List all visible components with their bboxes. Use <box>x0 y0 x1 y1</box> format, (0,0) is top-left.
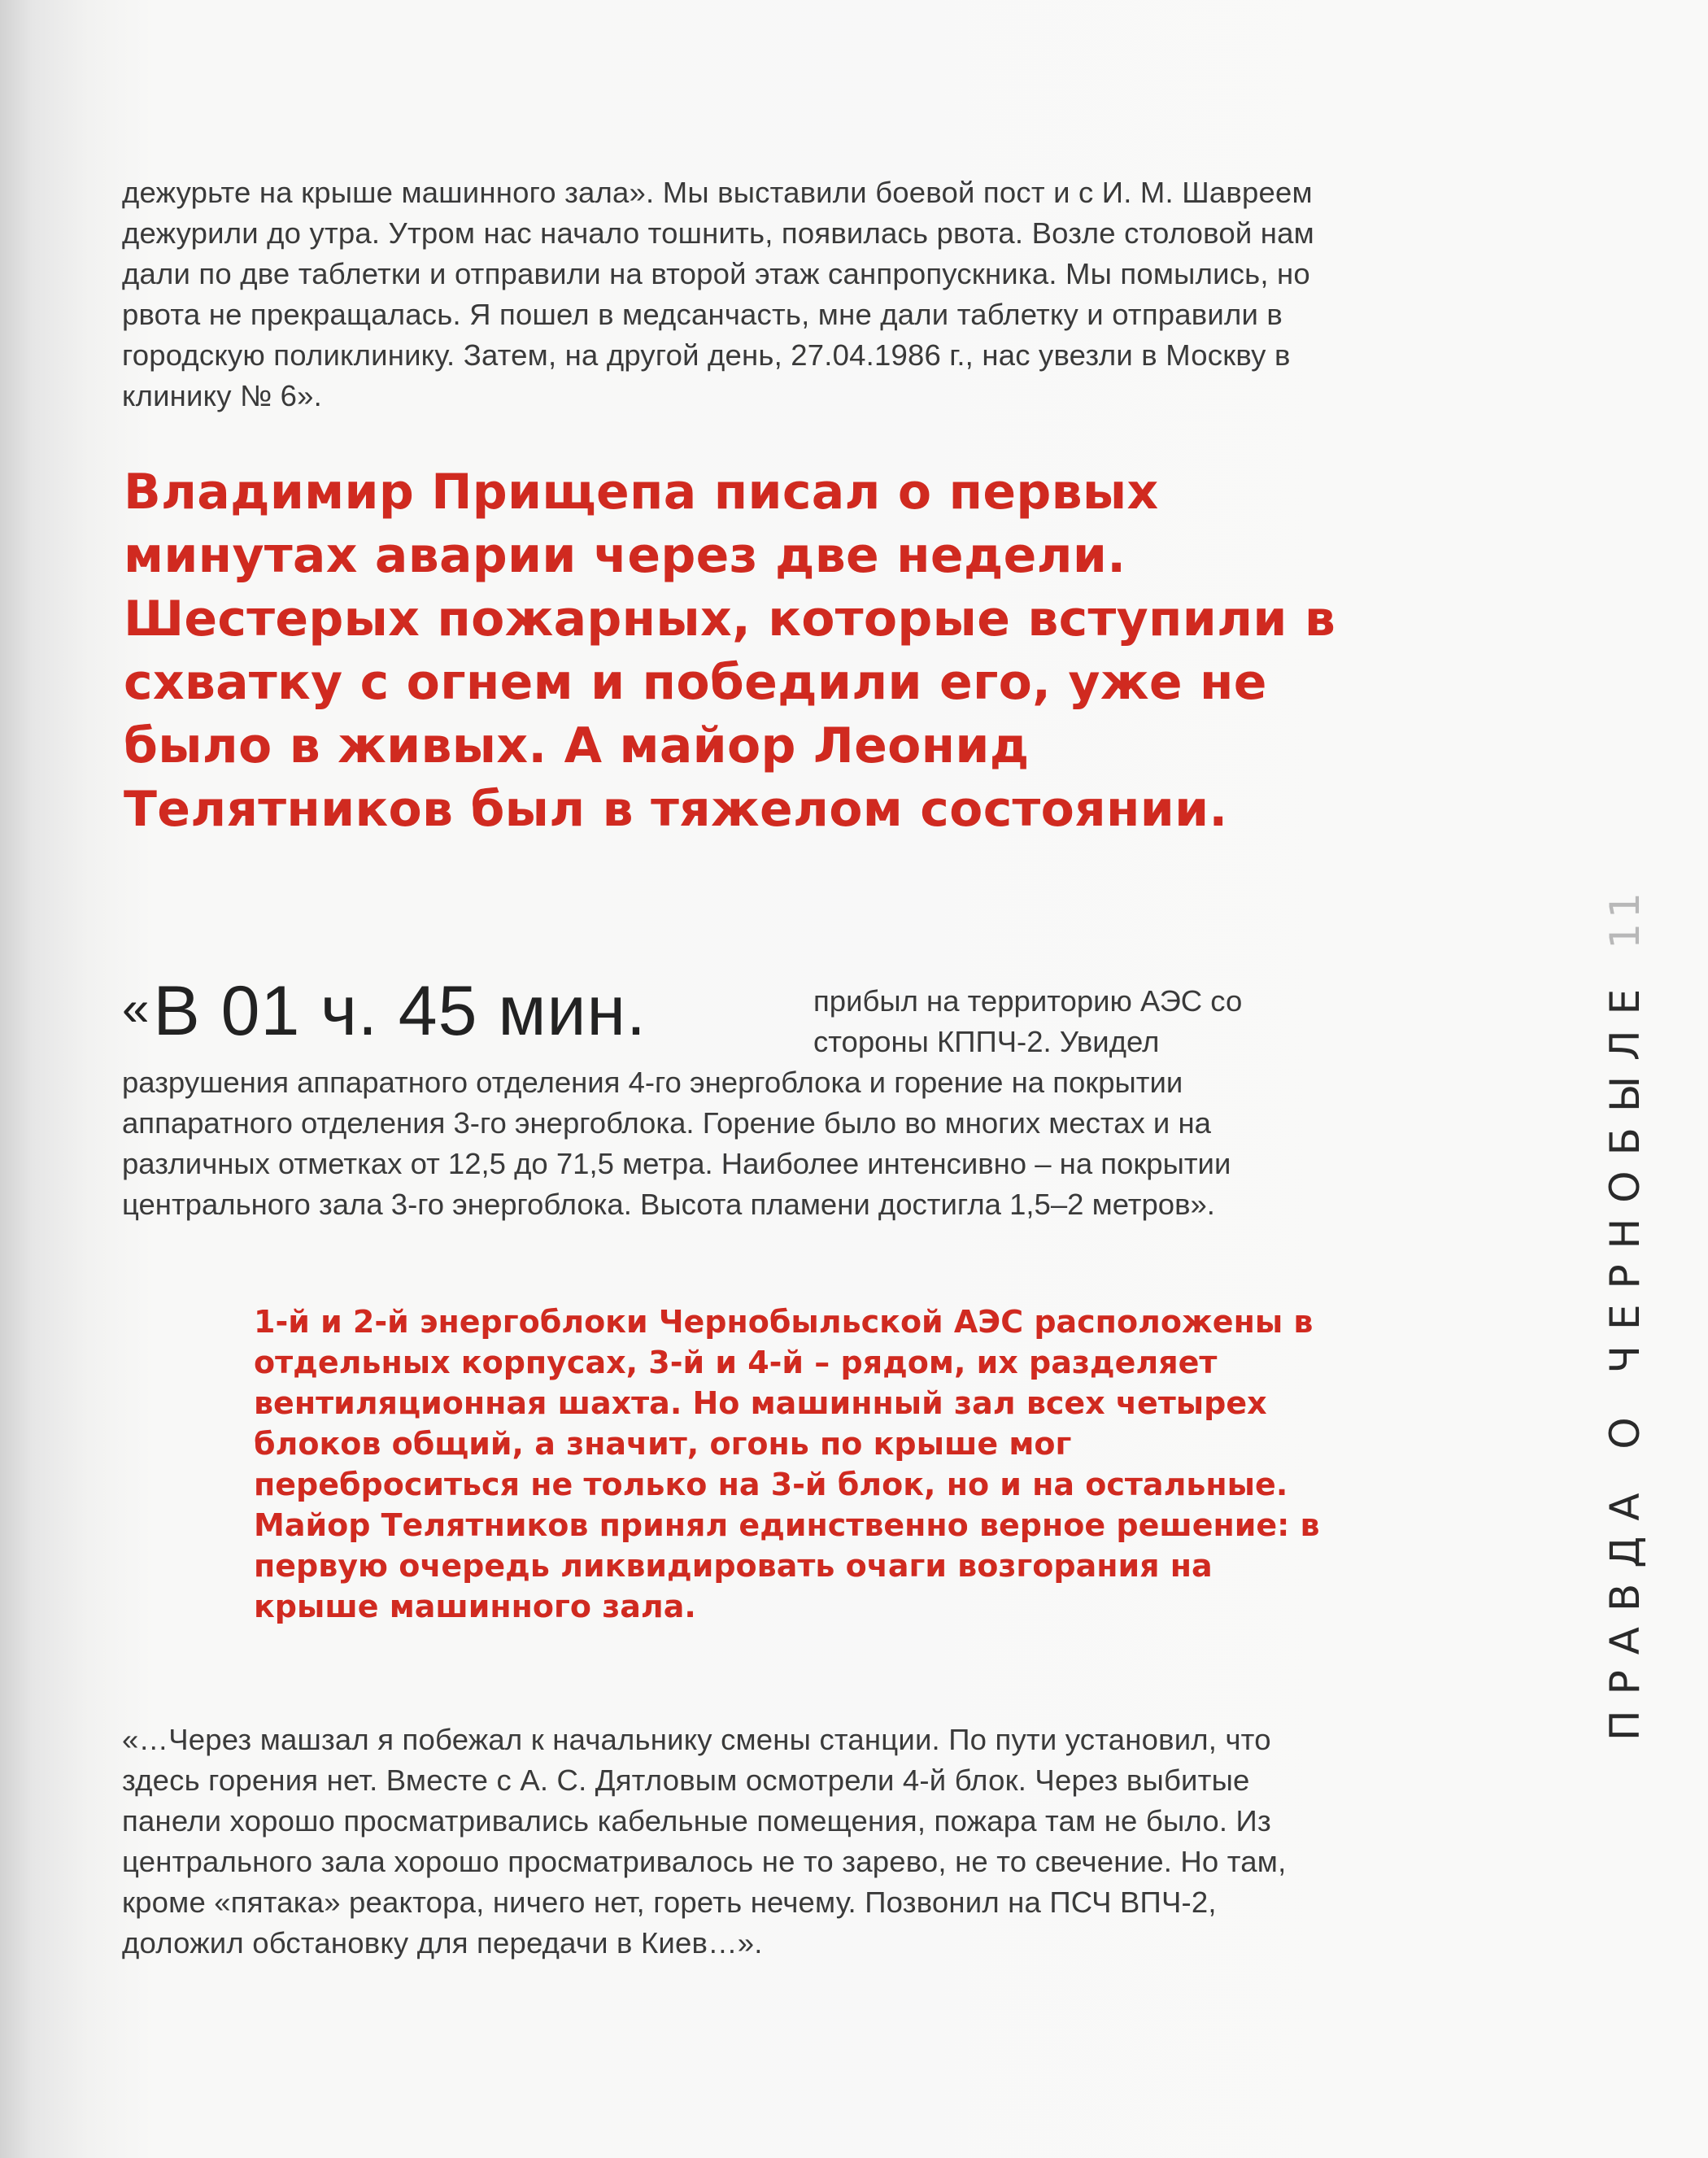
headline: Владимир Прищепа писал о первых минутах аварии через две недели. Шестерых пожарных, которые вступили в схватку с огнем и победили его, уже не было в живых. А майор Леонид Телятников был в тяжелом состоянии. <box>124 464 1336 838</box>
page-number: 11 <box>1601 887 1649 949</box>
running-head <box>1601 887 1649 1741</box>
quote-lead <box>122 968 647 1052</box>
running-head-title: ПРАВДА О ЧЕРНОБЫЛЕ <box>1601 973 1649 1741</box>
paragraph-top: дежурьте на крыше машинного зала». Мы выставили боевой пост и с И. М. Шавреем дежурили до утра. Утром нас начало тошнить, появилась рвота. Возле столовой нам дали по две таблетки и отправили на второй этаж санпропускника. Мы помылись, но рвота не прекращалась. Я пошел в медсанчасть, мне дали таблетку и отправили в городскую поликлинику. Затем, на другой день, 27.04.1986 г., нас увезли в Москву в клинику № 6». <box>122 176 1314 412</box>
quote-rest-text: разрушения аппаратного отделения 4-го энергоблока и горение на покрытии аппаратного отделения 3-го энергоблока. Горение было во многих местах и на различных отметках от 12,5 до 71,5 метра. Наиболее интенсивно – на покрытии центрального зала 3-го энергоблока. Высота пламени достигла 1,5–2 метров». <box>122 1066 1231 1221</box>
quote-side-text: прибыл на территорию АЭС со стороны КППЧ-2. Увидел <box>813 984 1243 1058</box>
quote-lead-text: В 01 ч. 45 мин. <box>153 972 647 1050</box>
callout: 1-й и 2-й энергоблоки Чернобыльской АЭС расположены в отдельных корпусах, 3-й и 4-й – рядом, их разделяет вентиляционная шахта. Но машинный зал всех четырех блоков общий, а значит, огонь по крыше мог переброситься не только на 3-й блок, но и на остальные. Майор Телятников принял единственно верное решение: в первую очередь ликвидировать очаги возгорания на крыше машинного зала. <box>254 1304 1320 1624</box>
paragraph-bottom: «…Через машзал я побежал к начальнику смены станции. По пути установил, что здесь горения нет. Вместе с А. С. Дятловым осмотрели 4-й блок. Через выбитые панели хорошо просматривались кабельные помещения, пожара там не было. Из центрального зала хорошо просматривалось не то зарево, не то свечение. Но там, кроме «пятака» реактора, ничего нет, гореть нечему. Позвонил на ПСЧ ВПЧ-2, доложил обстановку для передачи в Киев…». <box>122 1723 1287 1960</box>
open-quote-mark: « <box>122 981 150 1035</box>
